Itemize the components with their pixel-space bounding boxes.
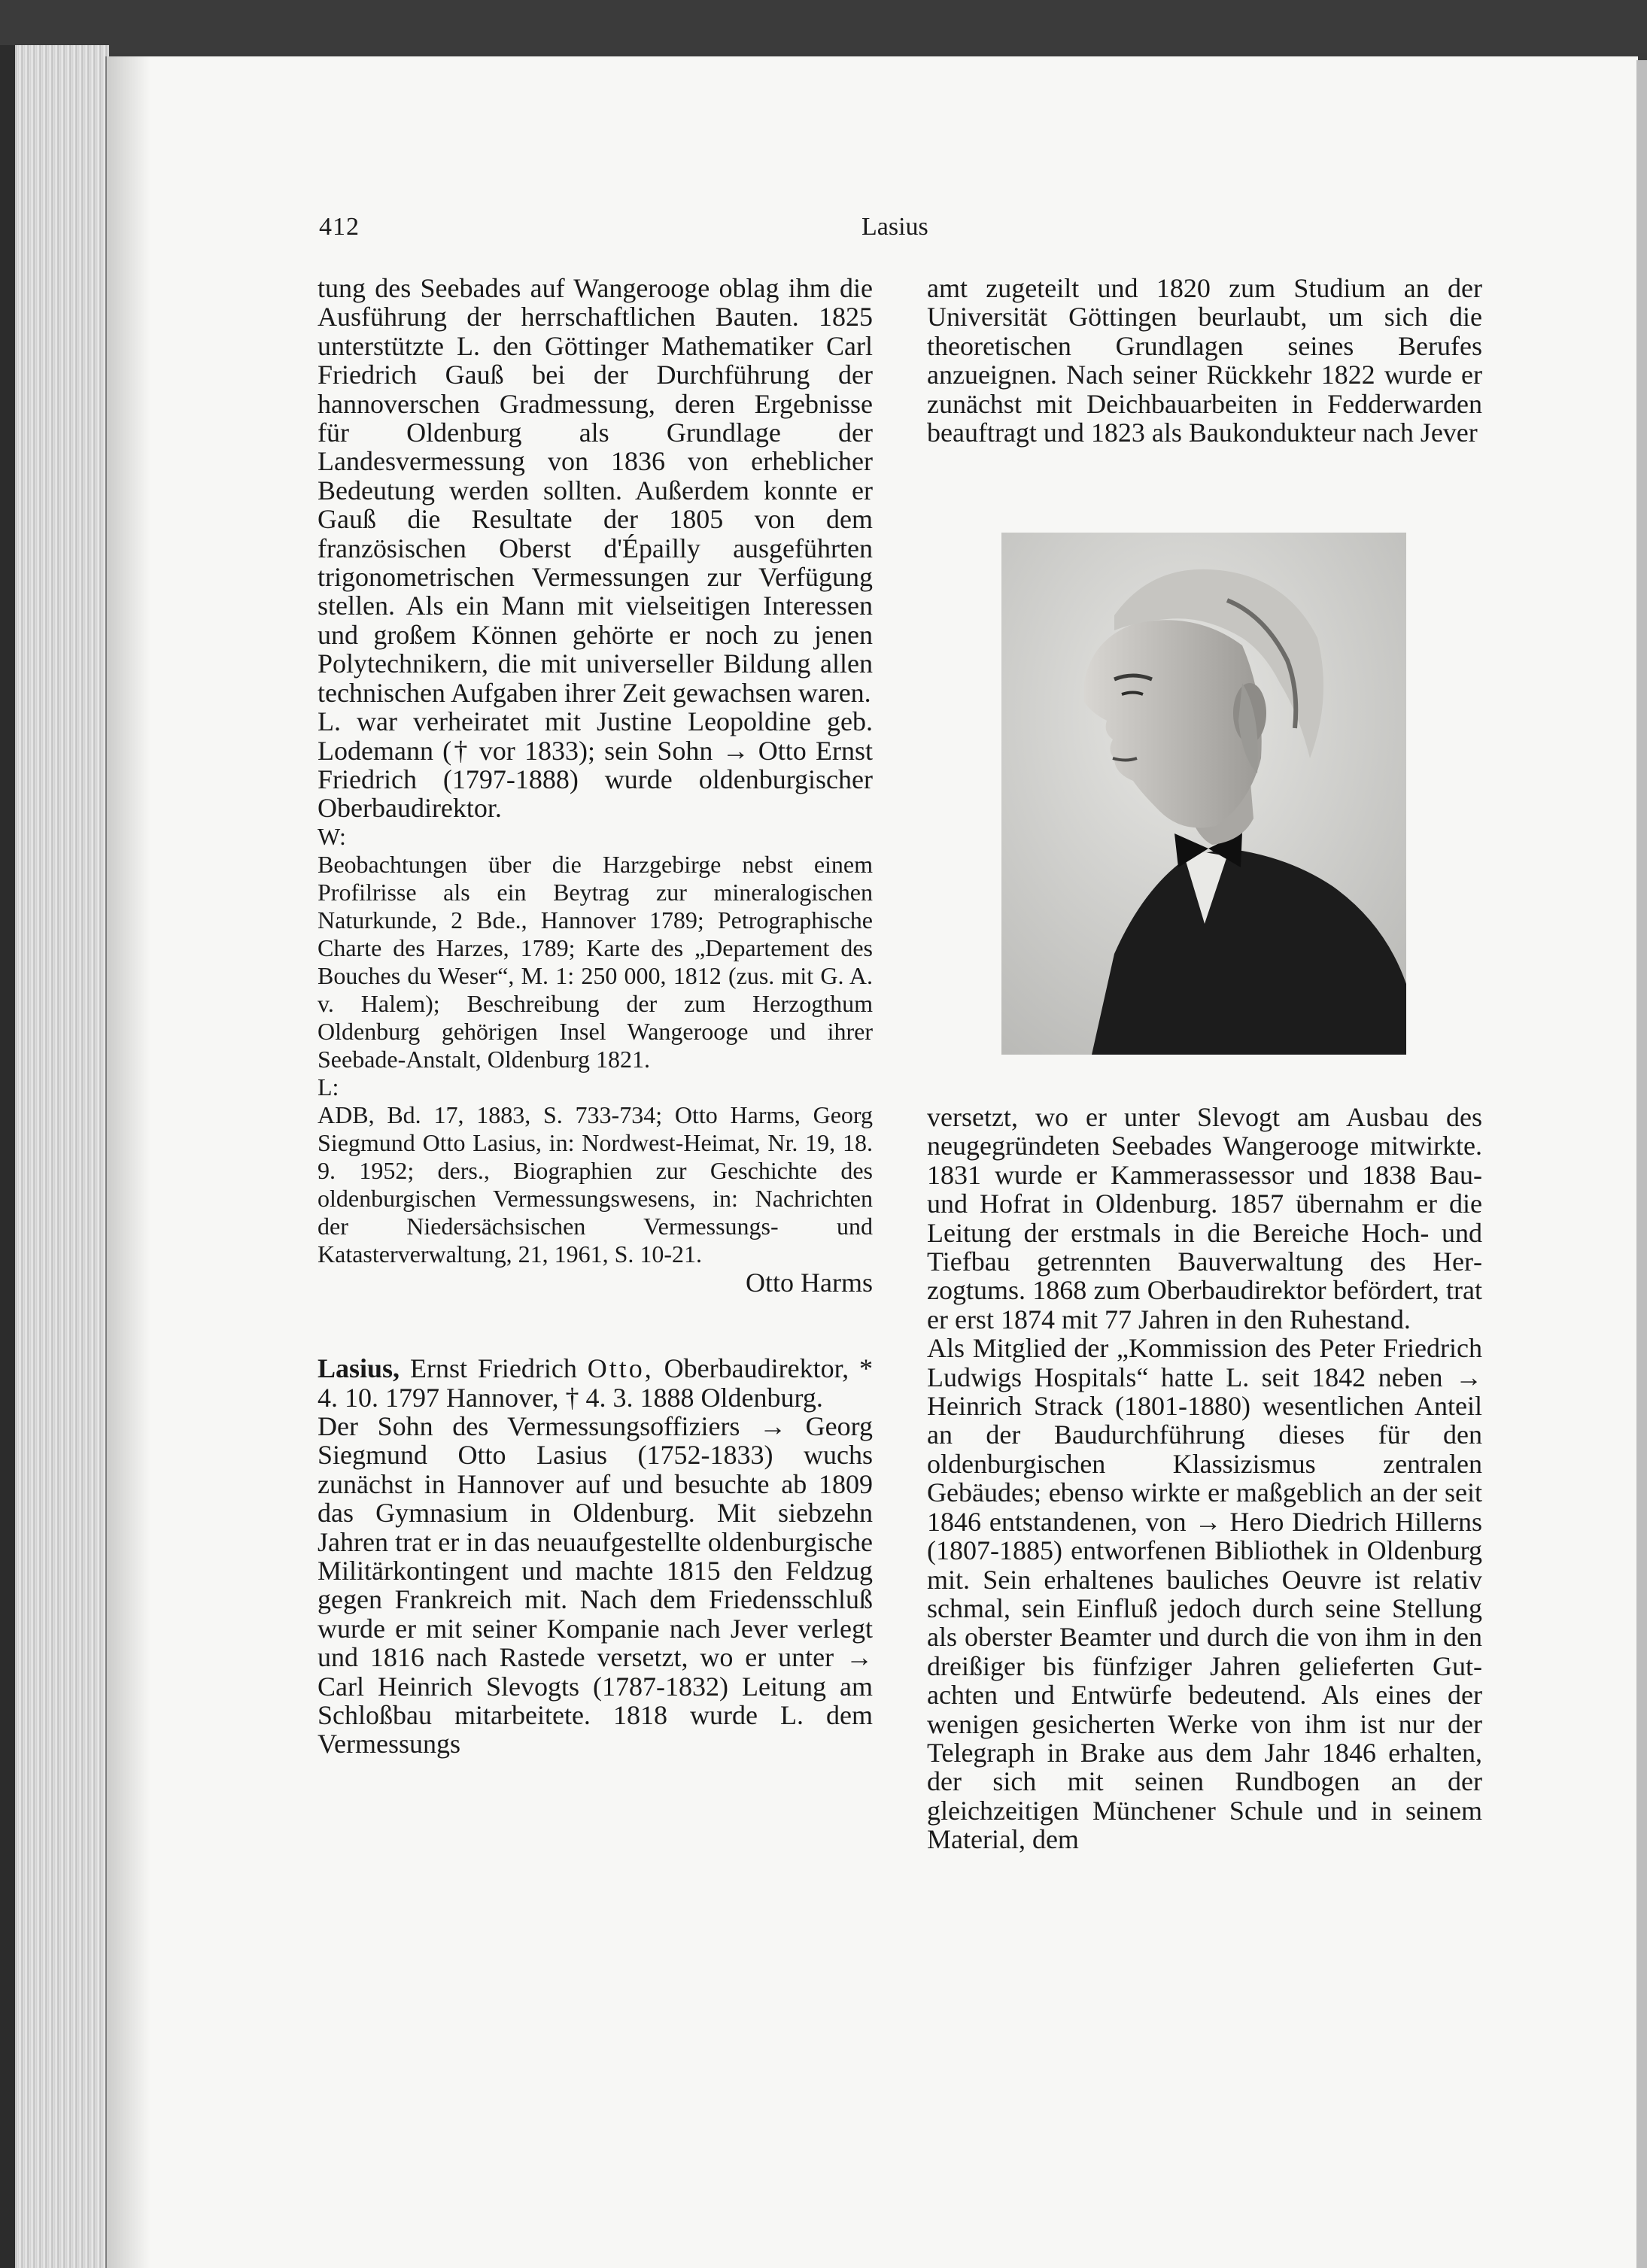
works-list: Beobachtungen über die Harzgebirge nebst einem Profilrisse als ein Beytrag zur mineralogischen Naturkunde, 2 Bde., Hannover 1789; Petrographische Charte des Harzes, 1789; Karte des „Departement des Bouches du Weser“, M. 1: 250 000, 1812 (zus. mit G. A. v. Halem); Beschreibung der zum Herzogthum Oldenburg gehörigen Insel Wangerooge und ihrer Seebade-Anstalt, Oldenburg 1821. xyxy=(318,850,873,1073)
right-column-bottom xyxy=(927,1103,1482,1854)
literature-label: L: xyxy=(318,1073,339,1101)
page-number: 412 xyxy=(319,213,360,241)
literature-list: ADB, Bd. 17, 1883, S. 733-734; Otto Harms, Georg Siegmund Otto Lasius, in: Nordwest-Heimat, Nr. 19, 18. 9. 1952; ders., Biographien zur Geschichte des oldenburgischen Vermessungswesens, in: Nachrichten der Niedersächsischen Vermessungs- und Katasterverwaltung, 21, 1961, S. 10-21. xyxy=(318,1101,873,1268)
portrait-illustration xyxy=(1001,533,1406,1055)
body-paragraph: Der Sohn des Vermessungsoffiziers → Georg Siegmund Otto Lasius (1752-1833) wuchs zunächst in Hannover auf und besuchte ab 1809 das Gymnasium in Oldenburg. Mit siebzehn Jahren trat er in das neuaufgestellte oldenburgische Militärkontingent und machte 1815 den Feldzug gegen Frankreich mit. Nach dem Friedensschluß wurde er mit seiner Kompanie nach Jever verlegt und 1816 nach Rastede versetzt, wo er unter → Carl Heinrich Slevogts (1787-1832) Leitung am Schloßbau mitarbeitete. 1818 wurde L. dem Vermessungs xyxy=(318,1410,873,1759)
body-paragraph: L. war verheiratet mit Justine Leopoldine geb. Lodemann († vor 1833); sein Sohn → Otto Ernst Friedrich (1797-1888) wurde oldenburgischer Oberbaudirektor. xyxy=(318,706,873,824)
book-page-edges xyxy=(0,45,109,2268)
body-paragraph: amt zugeteilt und 1820 zum Studium an der Universität Göttingen beurlaubt, um sich die theoretischen Grundlagen seines Berufes anzueignen. Nach seiner Rückkehr 1822 wurde er zunächst mit Deichbauarbeiten in Fedderwarden beauftragt und 1823 als Baukondukteur nach Jever xyxy=(927,273,1482,448)
body-paragraph: tung des Seebades auf Wangerooge oblag ihm die Ausführung der herrschaftlichen Bauten. 1825 unterstützte L. den Göttinger Mathematiker Carl Friedrich Gauß bei der Durchführung der hannoverschen Gradmessung, deren Ergebnisse für Oldenburg als Grundlage der Landesvermessung von 1836 von erheblicher Bedeutung werden sollten. Außerdem konnte er Gauß die Resultate der 1805 von dem französischen Oberst d'Épailly ausgeführten trigonometrischen Vermessungen zur Verfügung stellen. Als ein Mann mit vielseitigen Interessen und großem Können gehörte er noch zu jenen Polytechnikern, die mit universeller Bildung allen technischen Aufgaben ihrer Zeit gewachsen waren. xyxy=(318,273,873,708)
right-column-top xyxy=(927,274,1482,447)
entry-separator xyxy=(318,1297,873,1354)
body-paragraph: Als Mitglied der „Kommission des Peter Friedrich Ludwigs Hospitals“ hatte L. seit 1842 neben → Heinrich Strack (1801-1880) wesentlichen Anteil an der Baudurchführung dieses für den oldenburgischen Klassizismus zentralen Gebäudes; ebenso wirkte er maßgeblich an der seit 1846 entstandenen, von → Hero Diedrich Hillerns (1807-1885) entworfenen Bibliothek in Oldenburg mit. Sein erhaltenes bauliches Oeuvre ist relativ schmal, sein Einfluß jedoch durch seine Stellung als oberster Beamter und durch die von ihm in den dreißiger bis fünfziger Jahren gelieferten Gutachten und Entwürfe bedeutend. Als eines der wenigen gesicherten Werke von ihm ist nur der Telegraph in Brake aus dem Jahr 1846 erhalten, der sich mit seinen Rundbogen an der gleichzeitigen Münchener Schule und in seinem Material, dem xyxy=(927,1333,1482,1855)
body-paragraph: versetzt, wo er unter Slevogt am Ausbau des neugegründeten Seebades Wangerooge mitwirkte. 1831 wurde er Kammerassessor und 1838 Bau- und Hofrat in Oldenburg. 1857 übernahm er die Leitung der erstmals in die Bereiche Hoch- und Tiefbau getrennten Bauverwaltung des Herzogtums. 1868 zum Oberbaudirektor befördert, trat er erst 1874 mit 77 Jahren in den Ruhestand. xyxy=(927,1102,1482,1334)
binding-shadow xyxy=(105,56,150,2268)
scan-right-edge xyxy=(1636,60,1647,2268)
author-signature: Otto Harms xyxy=(746,1267,873,1298)
running-head: Lasius xyxy=(861,213,928,241)
entry-given-names: Ernst Friedrich xyxy=(409,1353,577,1384)
entry-call-name: Otto, xyxy=(587,1353,654,1384)
portrait-photo xyxy=(1001,533,1406,1055)
scan-top-edge xyxy=(0,0,1647,53)
entry-heading xyxy=(318,1354,873,1412)
book-spine-shadow xyxy=(0,45,15,2268)
entry-dates: Oberbaudirektor, * 4. 10. 1797 Hannover, † 4. 3. 1888 Oldenburg. xyxy=(318,1353,874,1413)
works-label: W: xyxy=(318,822,346,850)
entry-surname: Lasius, xyxy=(318,1353,400,1384)
left-column xyxy=(318,274,873,1759)
